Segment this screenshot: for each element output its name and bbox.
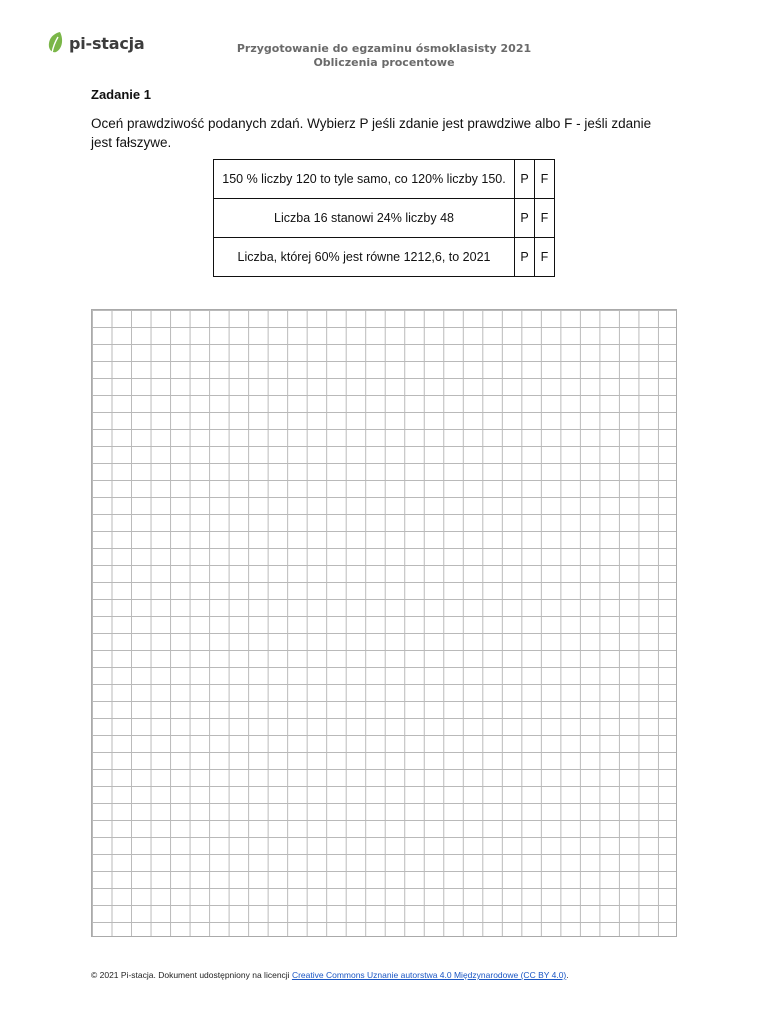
footer — [91, 970, 569, 980]
option-false[interactable]: F — [535, 238, 555, 277]
header-title: Przygotowanie do egzaminu ósmoklasisty 2021 — [236, 42, 532, 55]
option-true[interactable]: P — [515, 160, 535, 199]
statement-text: Liczba 16 stanowi 24% liczby 48 — [214, 199, 515, 238]
license-link[interactable]: Creative Commons Uznanie autorstwa 4.0 Międzynarodowe (CC BY 4.0) — [291, 970, 567, 980]
footer-text: © 2021 Pi-stacja. Dokument udostępniony na licencji — [91, 970, 292, 980]
statement-row — [214, 199, 555, 238]
task-instruction: Oceń prawdziwość podanych zdań. Wybierz P jeśli zdanie jest prawdziwe albo F - jeśli zdanie jest fałszywe. — [91, 116, 652, 150]
task-title: Zadanie 1 — [91, 87, 151, 102]
logo-text: pi-stacja — [69, 33, 145, 53]
option-true[interactable]: P — [515, 199, 535, 238]
statement-row — [214, 238, 555, 277]
option-false[interactable]: F — [535, 160, 555, 199]
option-false[interactable]: F — [535, 199, 555, 238]
statement-row — [214, 160, 555, 199]
option-true[interactable]: P — [515, 238, 535, 277]
statements-table — [213, 159, 555, 277]
statement-text: Liczba, której 60% jest równe 1212,6, to 2021 — [214, 238, 515, 277]
statement-text: 150 % liczby 120 to tyle samo, co 120% liczby 150. — [214, 160, 515, 199]
header-subtitle: Obliczenia procentowe — [313, 56, 455, 69]
document-header — [0, 42, 768, 70]
squared-grid-area — [91, 309, 677, 937]
footer-suffix: . — [566, 970, 569, 980]
